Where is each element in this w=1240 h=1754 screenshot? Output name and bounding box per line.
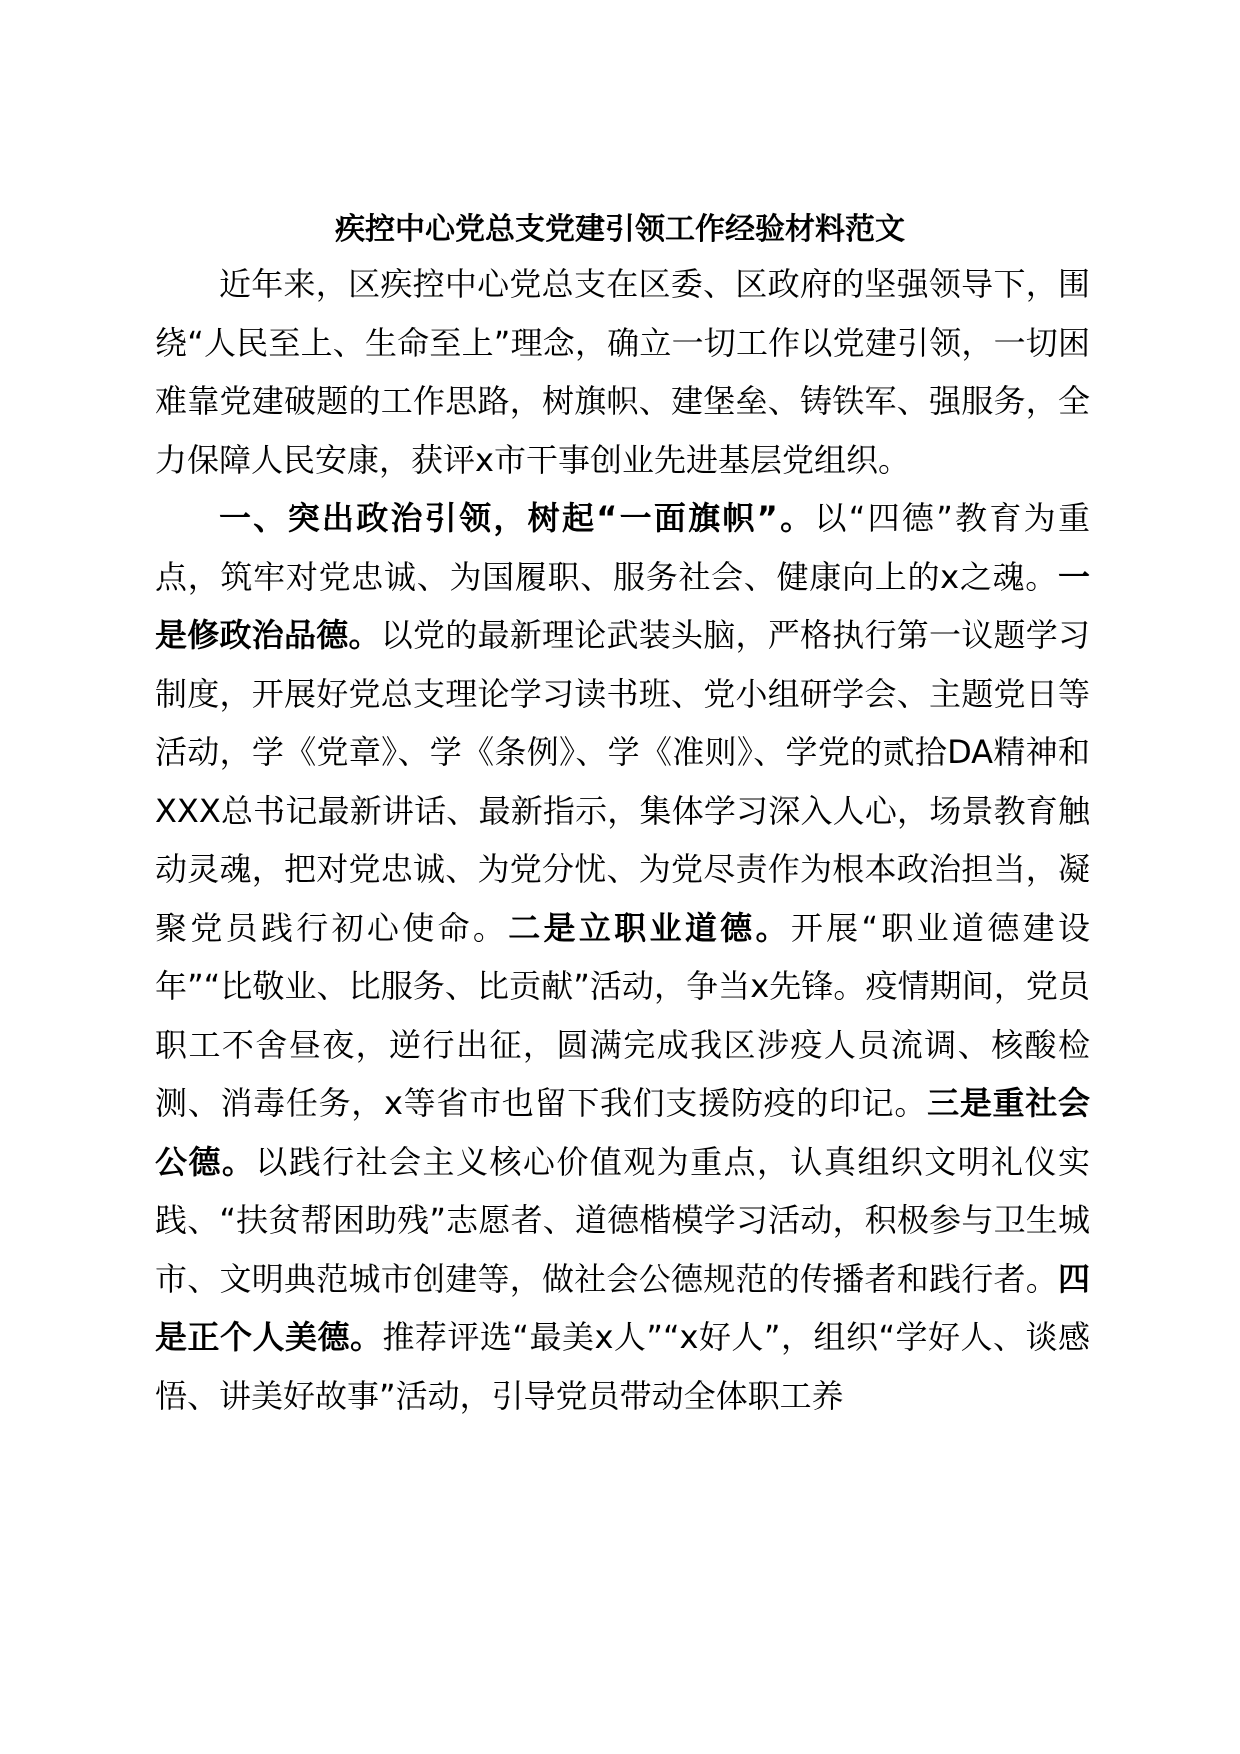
text-run: 以党的最新理论武装头脑，严格执行第一议题学习制度，开展好党总支理论学习读书班、党小组研学会、主题党日等活动，学《党章》、学《条例》、学《准则》、学党的贰拾DA精神和XXX总书记最新讲话、最新指示，集体学习深入人心，场景教育触动灵魂，把对党忠诚、为党分忧、为党尽责作为根本政治担当，凝聚党员践行初心使命。	[155, 616, 1090, 947]
text-run: 以“四德”教育为重点，筑牢对党忠诚、为国履职、服务社会、健康向上的x之魂。	[155, 499, 1090, 596]
subheading: 二是立职业道德。	[508, 908, 791, 947]
paragraph-intro	[155, 255, 1090, 489]
section-heading: 一、突出政治引领，树起“一面旗帜”。	[219, 499, 815, 537]
subheading: 四是正个人美德。	[155, 1259, 1090, 1356]
text-run: 开展“职业道德建设年”“比敬业、比服务、比贡献”活动，争当x先锋。疫情期间，党员职工不舍昼夜，逆行出征，圆满完成我区涉疫人员流调、核酸检测、消毒任务，x等省市也留下我们支援防疫的印记。	[155, 908, 1090, 1122]
document-title: 疾控中心党总支党建引领工作经验材料范文	[335, 212, 905, 247]
text-run: 近年来，区疾控中心党总支在区委、区政府的坚强领导下，围绕“人民至上、生命至上”理念，确立一切工作以党建引领，一切困难靠党建破题的工作思路，树旗帜、建堡垒、铸铁军、强服务，全力保障人民安康，获评x市干事创业先进基层党组织。	[155, 265, 1090, 479]
paragraph-section-1	[155, 489, 1090, 1425]
subheading: 三是重社会公德。	[155, 1084, 1090, 1181]
subheading: 一是修政治品德。	[155, 557, 1090, 654]
document-body	[155, 255, 1090, 1425]
text-run: 推荐评选“最美x人”“x好人”，组织“学好人、谈感悟、讲美好故事”活动，引导党员带动全体职工养	[155, 1318, 1090, 1415]
text-run: 以践行社会主义核心价值观为重点，认真组织文明礼仪实践、“扶贫帮困助残”志愿者、道德楷模学习活动，积极参与卫生城市、文明典范城市创建等，做社会公德规范的传播者和践行者。	[155, 1142, 1090, 1298]
